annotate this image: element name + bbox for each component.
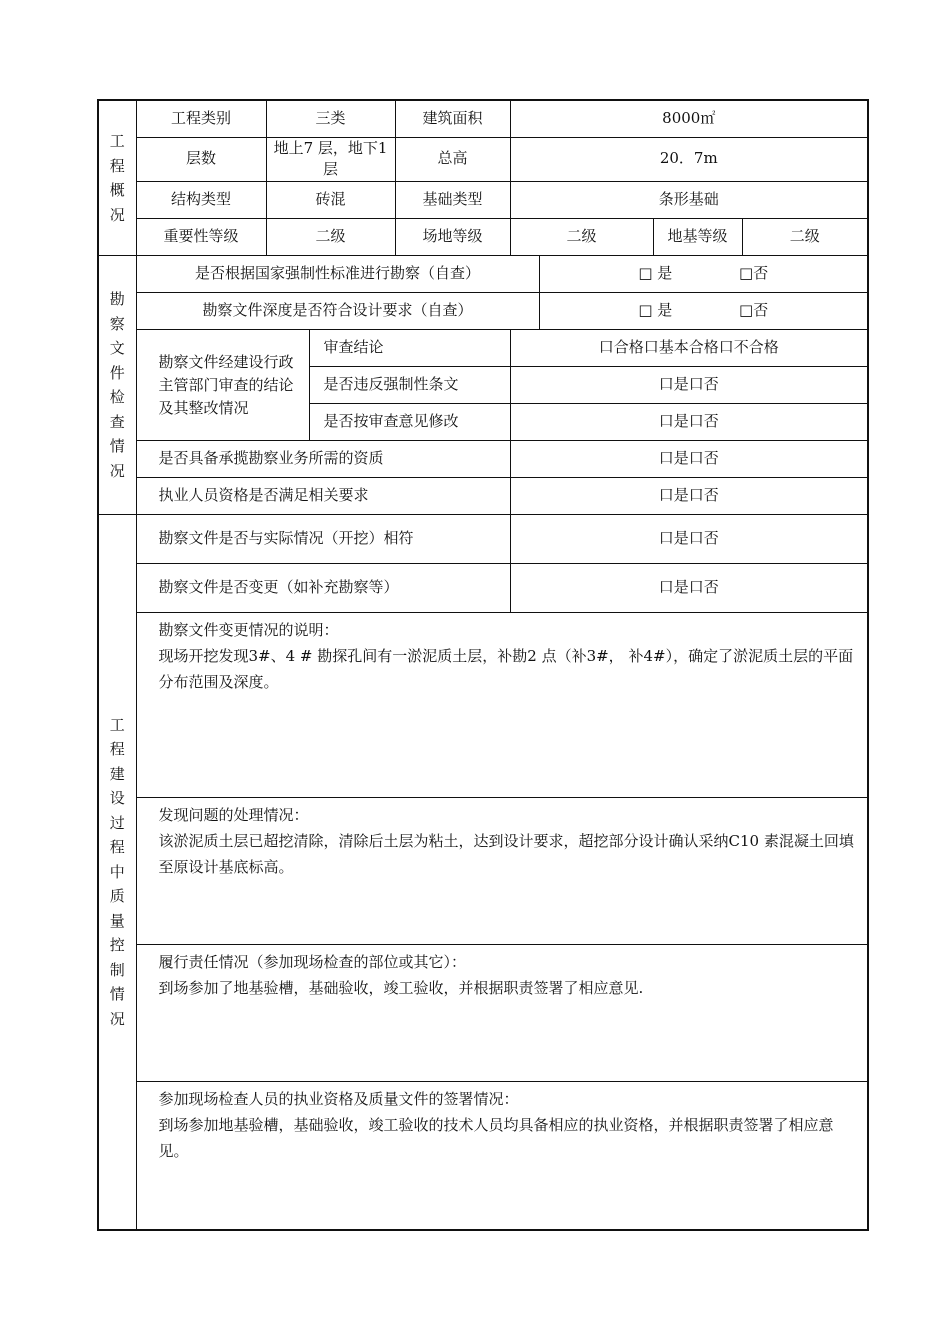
review-label: 勘察文件经建设行政主管部门审查的结论及其整改情况 bbox=[136, 330, 309, 441]
duty-text: 到场参加了地基验槽，基础验收，竣工验收，并根据职责签署了相应意见. bbox=[158, 979, 644, 997]
modify-label: 是否按审查意见修改 bbox=[309, 404, 510, 441]
structure-type-label: 结构类型 bbox=[136, 182, 266, 219]
foundation-type-label: 基础类型 bbox=[395, 182, 510, 219]
signature-heading: 参加现场检查人员的执业资格及质量文件的签署情况： bbox=[158, 1090, 519, 1108]
personnel-options[interactable]: 口是口否 bbox=[510, 478, 868, 515]
duty-cell[interactable] bbox=[136, 945, 868, 1082]
match-label: 勘察文件是否与实际情况（开挖）相符 bbox=[136, 515, 510, 564]
q2-label: 勘察文件深度是否符合设计要求（自查） bbox=[136, 293, 539, 330]
qualification-options[interactable]: 口是口否 bbox=[510, 441, 868, 478]
structure-type-value: 砖混 bbox=[266, 182, 395, 219]
change-description-text: 现场开挖发现3#、4 # 勘探孔间有一淤泥质土层，补勘2 点（补3#， 补4#），确定了淤泥质土层的平面分布范围及深度。 bbox=[158, 647, 854, 691]
importance-label: 重要性等级 bbox=[136, 219, 266, 256]
signature-text: 到场参加地基验槽，基础验收，竣工验收的技术人员均具备相应的执业资格，并根据职责签署了相应意见。 bbox=[158, 1116, 834, 1160]
problem-handling-text: 该淤泥质土层已超挖清除，清除后土层为粘土，达到设计要求，超挖部分设计确认采纳C10 素混凝土回填至原设计基底标高。 bbox=[158, 832, 854, 876]
changed-options[interactable]: 口是口否 bbox=[510, 564, 868, 613]
q1-label: 是否根据国家强制性标准进行勘察（自查） bbox=[136, 256, 539, 293]
violate-options[interactable]: 口是口否 bbox=[510, 367, 868, 404]
signature-cell[interactable] bbox=[136, 1082, 868, 1230]
duty-heading: 履行责任情况（参加现场检查的部位或其它）： bbox=[158, 953, 467, 971]
site-level-label: 场地等级 bbox=[395, 219, 510, 256]
floors-label: 层数 bbox=[136, 137, 266, 182]
problem-handling-cell[interactable] bbox=[136, 798, 868, 945]
ground-level-value: 二级 bbox=[742, 219, 868, 256]
qualification-label: 是否具备承揽勘察业务所需的资质 bbox=[136, 441, 510, 478]
q2-options[interactable]: □ 是 □否 bbox=[539, 293, 868, 330]
section-overview-label: 工 程 概 况 bbox=[98, 100, 136, 256]
building-area-label: 建筑面积 bbox=[395, 100, 510, 137]
violate-label: 是否违反强制性条文 bbox=[309, 367, 510, 404]
review-conclusion-options[interactable]: 口合格口基本合格口不合格 bbox=[510, 330, 868, 367]
personnel-label: 执业人员资格是否满足相关要求 bbox=[136, 478, 510, 515]
total-height-value: 20．7m bbox=[510, 137, 868, 182]
match-options[interactable]: 口是口否 bbox=[510, 515, 868, 564]
total-height-label: 总高 bbox=[395, 137, 510, 182]
problem-handling-heading: 发现问题的处理情况： bbox=[158, 806, 309, 824]
change-description-cell[interactable] bbox=[136, 613, 868, 798]
site-level-value: 二级 bbox=[510, 219, 653, 256]
floors-value: 地上7 层，地下1 层 bbox=[266, 137, 395, 182]
change-description-heading: 勘察文件变更情况的说明： bbox=[158, 621, 339, 639]
ground-level-label: 地基等级 bbox=[653, 219, 742, 256]
changed-label: 勘察文件是否变更（如补充勘察等） bbox=[136, 564, 510, 613]
building-area-value: 8000㎡ bbox=[510, 100, 868, 137]
inspection-form bbox=[97, 99, 867, 1231]
foundation-type-value: 条形基础 bbox=[510, 182, 868, 219]
review-conclusion-label: 审查结论 bbox=[309, 330, 510, 367]
project-category-value: 三类 bbox=[266, 100, 395, 137]
q1-options[interactable]: □ 是 □否 bbox=[539, 256, 868, 293]
section-survey-check-label: 勘 察 文 件 检 查 情 况 bbox=[98, 256, 136, 515]
form-table bbox=[97, 99, 869, 1231]
modify-options[interactable]: 口是口否 bbox=[510, 404, 868, 441]
importance-value: 二级 bbox=[266, 219, 395, 256]
project-category-label: 工程类别 bbox=[136, 100, 266, 137]
section-quality-control-label: 工 程 建 设 过 程 中 质 量 控 制 情 况 bbox=[98, 515, 136, 1230]
